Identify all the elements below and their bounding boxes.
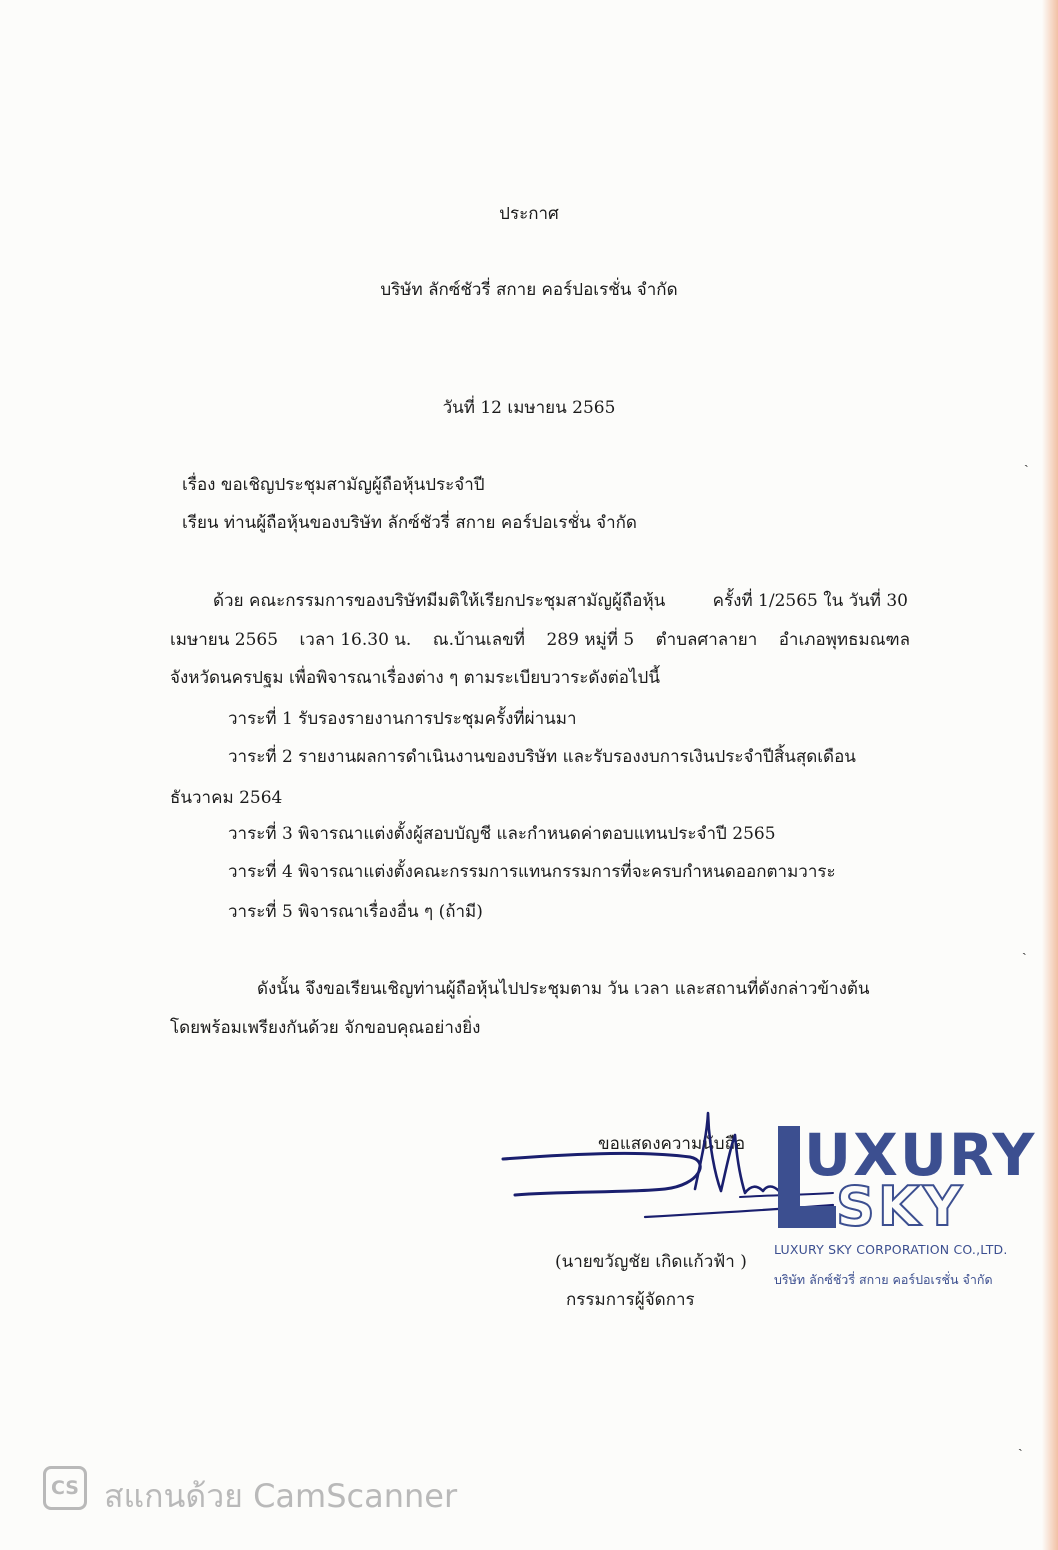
agenda-item-2: วาระที่ 2 รายงานผลการดำเนินงานของบริษัท และรับรองงบการเงินประจำปีสิ้นสุดเดือน	[228, 747, 856, 767]
scan-mark: ˎ	[1022, 940, 1027, 956]
body-text: เมษายน 2565	[170, 630, 279, 650]
body-text: 289 หมู่ที่ 5	[546, 630, 635, 650]
camscanner-logo-icon: CS	[43, 1466, 87, 1510]
document-date: วันที่ 12 เมษายน 2565	[442, 398, 616, 418]
agenda-item-2-continuation: ธันวาคม 2564	[170, 788, 283, 808]
agenda-item-1: วาระที่ 1 รับรองรายงานการประชุมครั้งที่ผ่านมา	[228, 709, 577, 729]
signatory-position: กรรมการผู้จัดการ	[566, 1290, 695, 1310]
camscanner-watermark: สแกนด้วย CamScanner	[104, 1477, 458, 1515]
closing-line-2: โดยพร้อมเพรียงกันด้วย จักขอบคุณอย่างยิ่ง	[170, 1018, 481, 1038]
agenda-item-5: วาระที่ 5 พิจารณาเรื่องอื่น ๆ (ถ้ามี)	[228, 902, 483, 922]
agenda-item-4: วาระที่ 4 พิจารณาแต่งตั้งคณะกรรมการแทนกรรมการที่จะครบกำหนดออกตามวาระ	[228, 862, 836, 882]
recipient-line: เรียน ท่านผู้ถือหุ้นของบริษัท ลักซ์ชัวรี่ สกาย คอร์ปอเรชั่น จำกัด	[182, 513, 637, 533]
body-paragraph-line-3: จังหวัดนครปฐม เพื่อพิจารณาเรื่องต่าง ๆ ตามระเบียบวาระดังต่อไปนี้	[170, 668, 660, 688]
logo-thai-name: บริษัท ลักซ์ชัวรี่ สกาย คอร์ปอเรชั่น จำกัด	[774, 1272, 993, 1287]
agenda-item-3: วาระที่ 3 พิจารณาแต่งตั้งผู้สอบบัญชี และกำหนดค่าตอบแทนประจำปี 2565	[228, 824, 776, 844]
body-paragraph-line-2	[170, 632, 910, 649]
logo-word-sky: SKY	[836, 1175, 965, 1238]
logo-word-luxury: UXURY	[804, 1121, 1037, 1189]
company-stamp-logo	[768, 1118, 1037, 1298]
closing-line-1: ดังนั้น จึงขอเรียนเชิญท่านผู้ถือหุ้นไปประชุมตาม วัน เวลา และสถานที่ดังกล่าวข้างต้น	[257, 979, 870, 999]
body-text: เวลา 16.30 น.	[299, 630, 412, 650]
document-title: ประกาศ	[499, 204, 559, 224]
logo-letter-l-base	[778, 1206, 836, 1228]
scan-mark: ˎ	[1024, 452, 1029, 468]
logo-english-name: LUXURY SKY CORPORATION CO.,LTD.	[774, 1242, 1008, 1257]
body-text: ณ.บ้านเลขที่	[432, 630, 525, 650]
subject-line: เรื่อง ขอเชิญประชุมสามัญผู้ถือหุ้นประจำปี	[182, 475, 485, 495]
regards-text: ขอแสดงความนับถือ	[598, 1134, 746, 1154]
body-text: อำเภอพุทธมณฑล	[778, 630, 910, 650]
body-paragraph-line-1	[213, 593, 908, 610]
body-text: ตำบลศาลายา	[655, 630, 758, 650]
signatory-name: (นายขวัญชัย เกิดแก้วฟ้า )	[555, 1252, 747, 1272]
company-name: บริษัท ลักซ์ชัวรี่ สกาย คอร์ปอเรชั่น จำกัด	[380, 280, 678, 300]
body-text: ด้วย คณะกรรมการของบริษัทมีมติให้เรียกประชุมสามัญผู้ถือหุ้น	[213, 591, 666, 611]
scan-edge-tint	[1042, 0, 1058, 1550]
body-text: ครั้งที่ 1/2565 ใน วันที่ 30	[712, 591, 908, 611]
scan-mark: ˎ	[1018, 1436, 1023, 1452]
